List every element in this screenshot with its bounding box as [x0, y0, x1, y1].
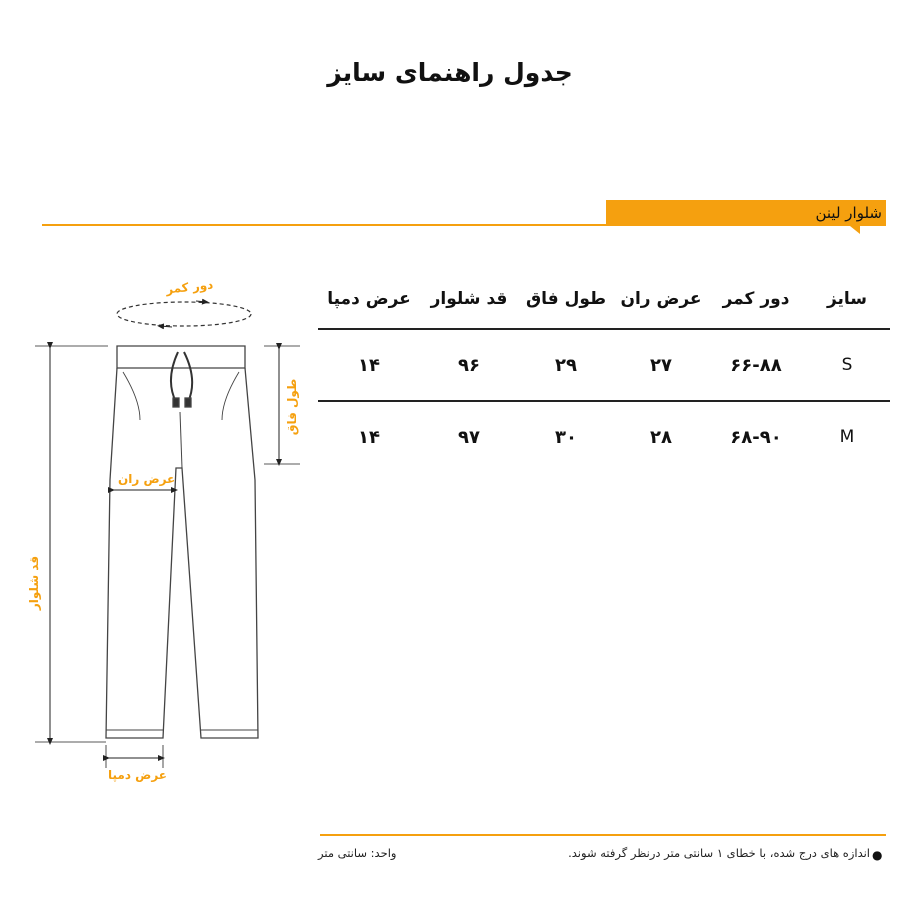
- waist-circumference-ellipse: [117, 302, 251, 326]
- bullet-icon: ●: [872, 848, 883, 862]
- page-title: جدول راهنمای سایز: [327, 58, 573, 87]
- rise-label: طول فاق: [285, 378, 299, 436]
- section-label: شلوار لینن: [815, 204, 882, 222]
- table-header-row: [318, 270, 890, 330]
- header-thigh: عرض ران: [620, 289, 702, 309]
- cell-hem: ۱۴: [358, 354, 380, 376]
- cell-waist: ۶۸-۹۰: [730, 426, 782, 448]
- waist-label: دور کمر: [165, 277, 214, 297]
- cell-length: ۹۶: [458, 354, 480, 376]
- waist-arrow-icon: [196, 301, 206, 302]
- header-length: قد شلوار: [430, 289, 508, 309]
- cell-thigh: ۲۷: [650, 354, 672, 376]
- cell-waist: ۶۶-۸۸: [730, 354, 782, 376]
- section-tab-tail: [850, 226, 860, 234]
- thigh-label: عرض ران: [118, 472, 176, 486]
- header-rise: طول فاق: [525, 289, 607, 309]
- table-row: [318, 402, 890, 472]
- cell-rise: ۲۹: [555, 354, 577, 376]
- header-waist: دور کمر: [722, 289, 790, 309]
- hem-label: عرض دمپا: [108, 768, 167, 782]
- cell-size: S: [841, 355, 853, 375]
- pants-diagram: [0, 270, 310, 800]
- cell-thigh: ۲۸: [650, 426, 672, 448]
- cell-hem: ۱۴: [358, 426, 380, 448]
- header-hem: عرض دمپا: [327, 289, 411, 309]
- cell-length: ۹۷: [458, 426, 480, 448]
- unit-note: واحد: سانتی متر: [318, 846, 397, 860]
- pants-outline-icon: [106, 346, 258, 738]
- cell-rise: ۳۰: [555, 426, 577, 448]
- footer-note: اندازه های درج شده، با خطای ۱ سانتی متر درنظر گرفته شوند.: [568, 846, 870, 860]
- section-divider: [42, 224, 610, 226]
- footer-divider: [320, 834, 886, 836]
- length-label: قد شلوار: [27, 555, 41, 611]
- size-table: [318, 270, 890, 472]
- header-size: سایز: [826, 289, 868, 309]
- waist-arrow-icon: [160, 326, 172, 327]
- table-row: [318, 330, 890, 402]
- cell-size: M: [839, 427, 855, 447]
